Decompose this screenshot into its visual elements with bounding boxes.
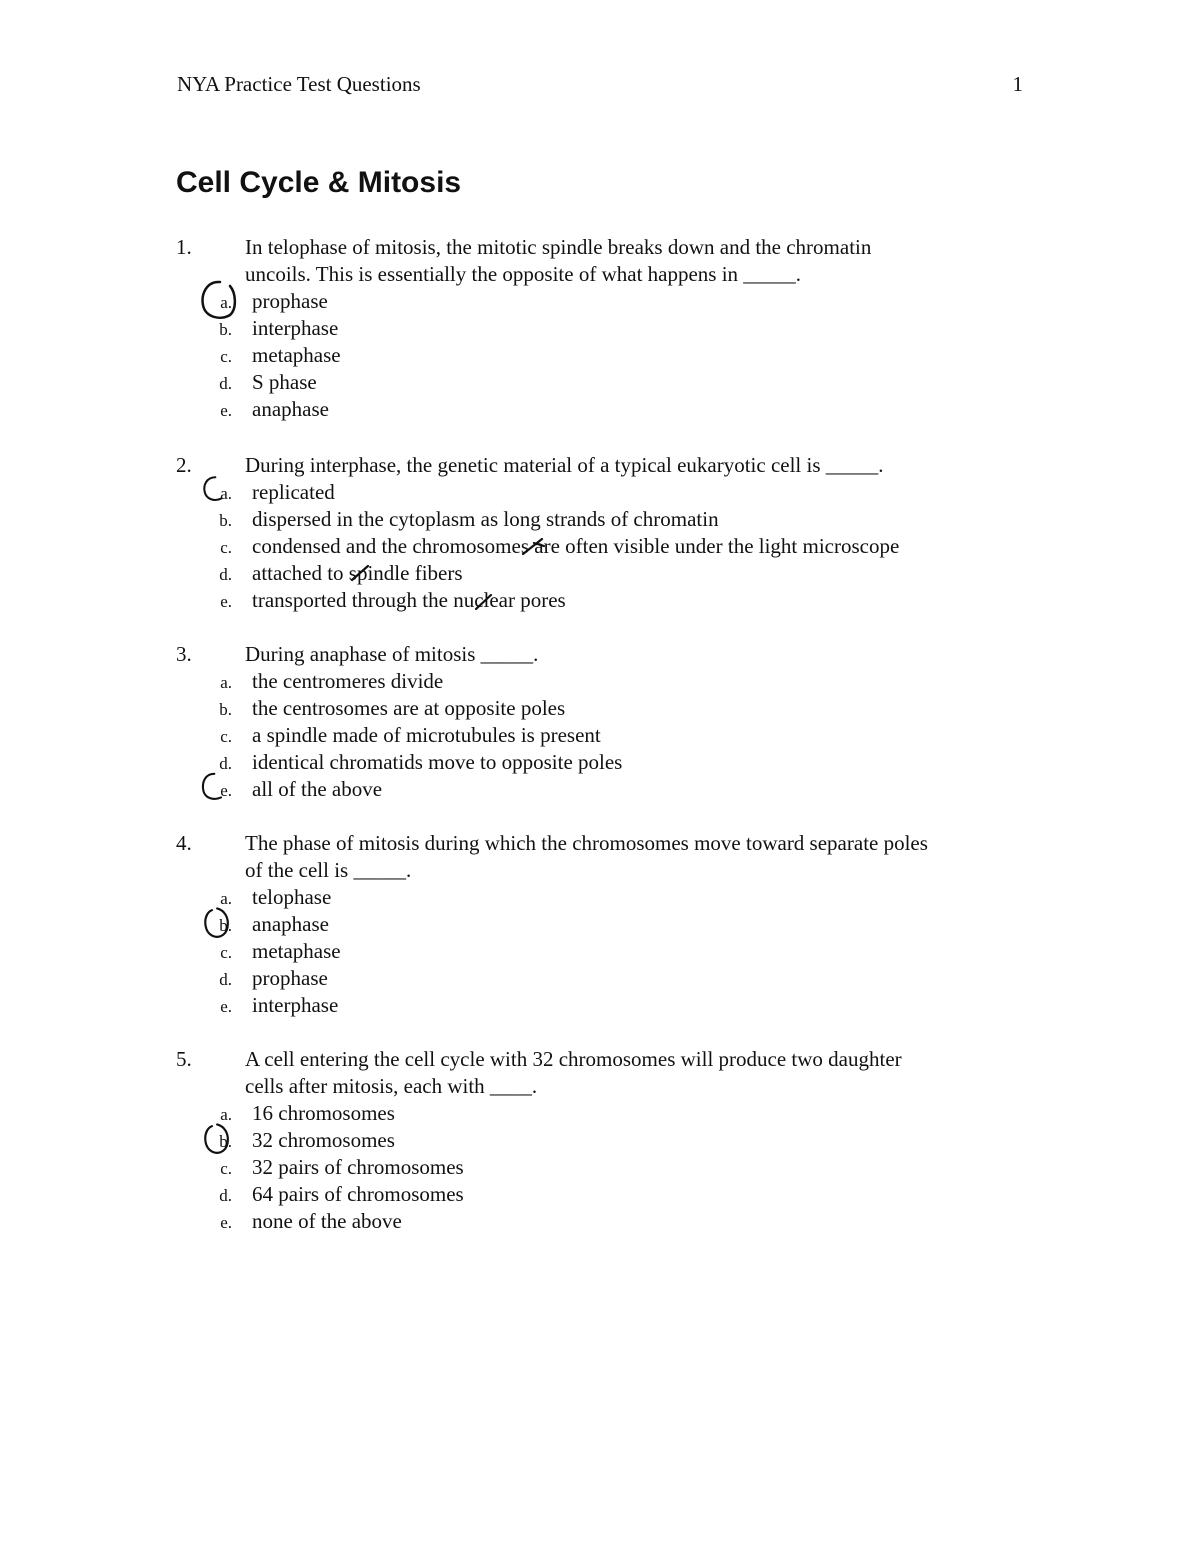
question-4 <box>176 830 1026 1019</box>
question-number: 5. <box>176 1047 192 1071</box>
stem-line: A cell entering the cell cycle with 32 chromosomes will produce two daughter <box>245 1047 902 1071</box>
option-a[interactable] <box>176 1100 1026 1127</box>
option-a[interactable] <box>176 479 1026 506</box>
option-letter: e. <box>220 401 232 420</box>
stem-line: cells after mitosis, each with ____. <box>245 1074 538 1098</box>
option-d[interactable] <box>176 965 1026 992</box>
option-text: anaphase <box>252 912 329 936</box>
option-letter: b. <box>219 700 232 719</box>
option-text: dispersed in the cytoplasm as long strands of chromatin <box>252 507 719 531</box>
option-text: 64 pairs of chromosomes <box>252 1182 464 1206</box>
option-e[interactable] <box>176 587 1026 614</box>
option-text: S phase <box>252 370 317 394</box>
option-c[interactable] <box>176 533 1026 560</box>
option-b[interactable] <box>176 695 1026 722</box>
option-a[interactable] <box>176 668 1026 695</box>
option-letter: d. <box>219 565 232 584</box>
option-text: metaphase <box>252 343 341 367</box>
option-letter: a. <box>220 1105 232 1124</box>
option-text: anaphase <box>252 397 329 421</box>
header-title: NYA Practice Test Questions <box>177 72 421 96</box>
option-b[interactable] <box>176 315 1026 342</box>
option-text: 32 chromosomes <box>252 1128 395 1152</box>
stem-line: In telophase of mitosis, the mitotic spindle breaks down and the chromatin <box>245 235 872 259</box>
option-text: prophase <box>252 966 328 990</box>
question-5 <box>176 1046 1026 1235</box>
question-1 <box>176 234 1026 423</box>
option-e[interactable] <box>176 1208 1026 1235</box>
option-d[interactable] <box>176 749 1026 776</box>
option-a[interactable] <box>176 288 1026 315</box>
option-letter: d. <box>219 754 232 773</box>
option-letter: d. <box>219 1186 232 1205</box>
option-letter: e. <box>220 1213 232 1232</box>
question-number: 4. <box>176 831 192 855</box>
option-text: the centromeres divide <box>252 669 444 693</box>
option-letter: c. <box>220 943 232 962</box>
option-text: interphase <box>252 316 339 340</box>
option-text: telophase <box>252 885 332 909</box>
page-header <box>177 70 1023 98</box>
option-e[interactable] <box>176 992 1026 1019</box>
question-number: 2. <box>176 453 192 477</box>
stem-line: uncoils. This is essentially the opposite of what happens in _____. <box>245 262 802 286</box>
question-stem <box>176 452 1026 479</box>
option-text: metaphase <box>252 939 341 963</box>
option-d[interactable] <box>176 1181 1026 1208</box>
option-c[interactable] <box>176 938 1026 965</box>
option-b[interactable] <box>176 911 1026 938</box>
option-letter: c. <box>220 538 232 557</box>
page-number: 1 <box>1012 72 1023 96</box>
option-e[interactable] <box>176 776 1026 803</box>
option-d[interactable] <box>176 369 1026 396</box>
option-letter: c. <box>220 1159 232 1178</box>
option-d[interactable] <box>176 560 1026 587</box>
question-stem <box>176 234 1026 288</box>
option-text: none of the above <box>252 1209 402 1233</box>
option-letter: b. <box>219 511 232 530</box>
option-text: interphase <box>252 993 339 1017</box>
option-letter: c. <box>220 347 232 366</box>
option-letter: c. <box>220 727 232 746</box>
option-e[interactable] <box>176 396 1026 423</box>
stem-line: During interphase, the genetic material of a typical eukaryotic cell is _____. <box>245 453 884 477</box>
option-letter: a. <box>220 673 232 692</box>
question-stem <box>176 830 1026 884</box>
option-c[interactable] <box>176 1154 1026 1181</box>
stem-line: The phase of mitosis during which the chromosomes move toward separate poles <box>245 831 928 855</box>
option-text: a spindle made of microtubules is present <box>252 723 601 747</box>
option-letter: e. <box>220 592 232 611</box>
option-text: 32 pairs of chromosomes <box>252 1155 464 1179</box>
question-number: 1. <box>176 235 192 259</box>
option-text: replicated <box>252 480 335 504</box>
option-c[interactable] <box>176 342 1026 369</box>
option-text: the centrosomes are at opposite poles <box>252 696 566 720</box>
option-text: prophase <box>252 289 328 313</box>
question-2 <box>176 452 1026 614</box>
option-a[interactable] <box>176 884 1026 911</box>
option-b[interactable] <box>176 1127 1026 1154</box>
stem-line: During anaphase of mitosis _____. <box>245 642 539 666</box>
question-number: 3. <box>176 642 192 666</box>
option-text: condensed and the chromosomes are often visible under the light microscope <box>252 534 900 558</box>
option-letter: d. <box>219 970 232 989</box>
option-letter: a. <box>220 293 232 312</box>
option-text: all of the above <box>252 777 383 801</box>
stem-line: of the cell is _____. <box>245 858 412 882</box>
option-letter: d. <box>219 374 232 393</box>
option-text: transported through the nuclear pores <box>252 588 566 612</box>
question-stem <box>176 1046 1026 1100</box>
section-title: Cell Cycle & Mitosis <box>176 166 462 199</box>
option-letter: a. <box>220 484 232 503</box>
option-b[interactable] <box>176 506 1026 533</box>
option-letter: e. <box>220 997 232 1016</box>
option-letter: b. <box>219 320 232 339</box>
option-text: 16 chromosomes <box>252 1101 395 1125</box>
option-c[interactable] <box>176 722 1026 749</box>
option-letter: b. <box>219 916 232 935</box>
question-3 <box>176 641 1026 803</box>
option-letter: b. <box>219 1132 232 1151</box>
option-text: identical chromatids move to opposite poles <box>252 750 623 774</box>
question-stem <box>176 641 1026 668</box>
option-letter: a. <box>220 889 232 908</box>
option-letter: e. <box>220 781 232 800</box>
option-text: attached to spindle fibers <box>252 561 463 585</box>
